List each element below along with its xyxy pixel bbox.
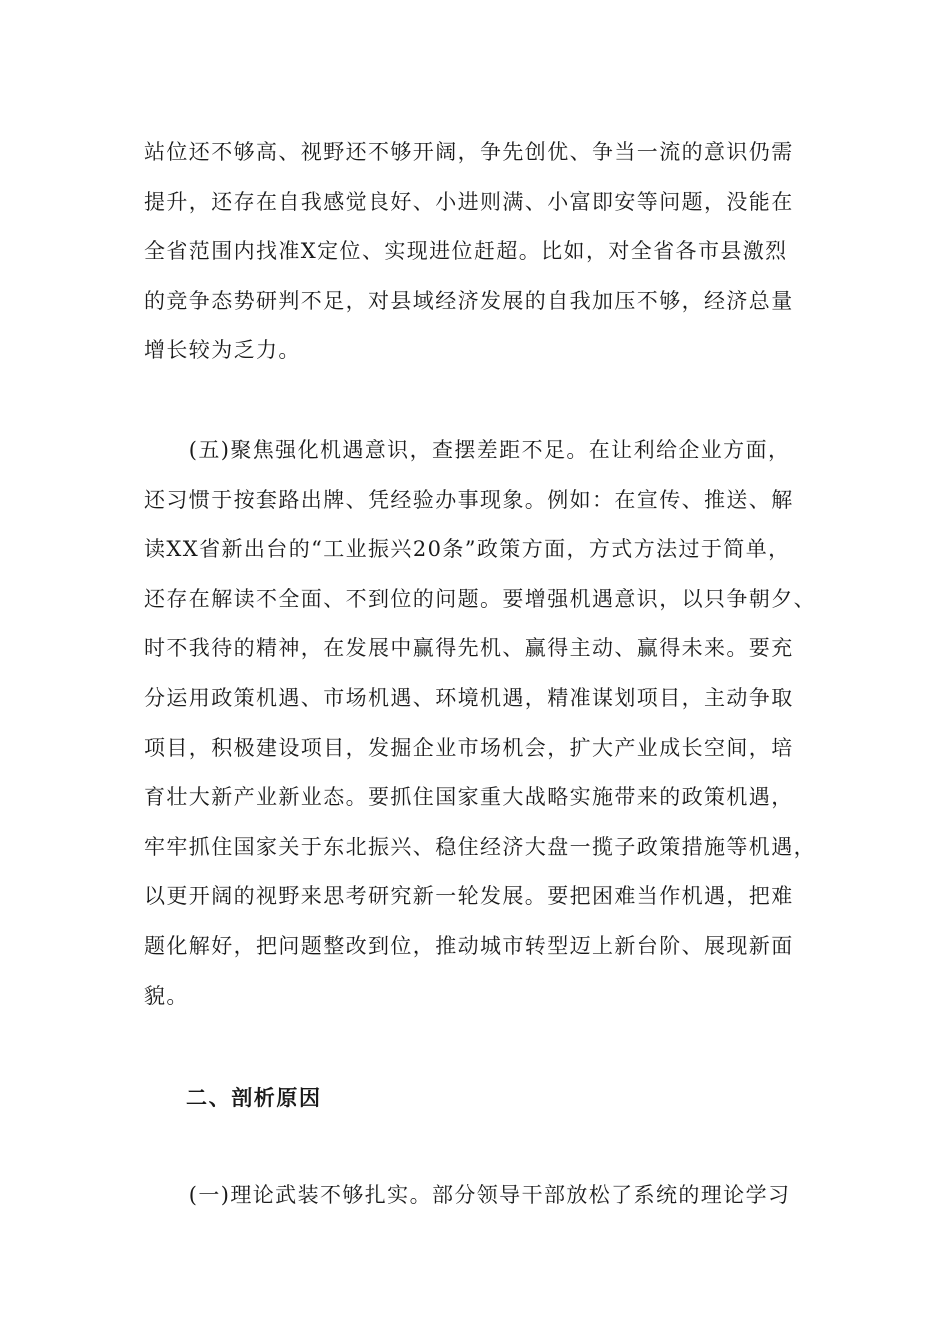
text-line: 貌。 bbox=[144, 983, 189, 1008]
text-line: (一)理论武装不够扎实。部分领导干部放松了系统的理论学习 bbox=[144, 1183, 791, 1207]
text-line: 站位还不够高、视野还不够开阔，争先创优、争当一流的意识仍需 bbox=[144, 140, 794, 164]
text-line: 提升，还存在自我感觉良好、小进则满、小富即安等问题，没能在 bbox=[144, 189, 794, 214]
text-line: 全省范围内找准X定位、实现进位赶超。比如，对全省各市县激烈 bbox=[144, 239, 788, 264]
text-line: 读XX省新出台的“工业振兴20条”政策方面，方式方法过于简单， bbox=[144, 537, 791, 562]
section-heading: 二、剖析原因 bbox=[186, 1085, 322, 1110]
text-line: 增长较为乏力。 bbox=[144, 338, 301, 363]
paragraph-awareness-gap bbox=[144, 128, 814, 376]
text-line: 的竞争态势研判不足，对县域经济发展的自我加压不够，经济总量 bbox=[144, 288, 794, 313]
paragraph-theory bbox=[144, 1171, 814, 1221]
paragraph-opportunity-awareness bbox=[144, 426, 814, 1021]
text-line: 时不我待的精神，在发展中赢得先机、赢得主动、赢得未来。要充 bbox=[144, 636, 794, 661]
text-line: 题化解好，把问题整改到位，推动城市转型迈上新台阶、展现新面 bbox=[144, 933, 794, 958]
text-line: (五)聚焦强化机遇意识，查摆差距不足。在让利给企业方面， bbox=[144, 438, 791, 462]
text-line: 牢牢抓住国家关于东北振兴、稳住经济大盘一揽子政策措施等机遇， bbox=[144, 834, 816, 859]
text-line: 育壮大新产业新业态。要抓住国家重大战略实施带来的政策机遇， bbox=[144, 785, 794, 810]
text-line: 项目，积极建设项目，发掘企业市场机会，扩大产业成长空间，培 bbox=[144, 735, 794, 760]
text-line: 还习惯于按套路出牌、凭经验办事现象。例如：在宣传、推送、解 bbox=[144, 487, 794, 512]
text-line: 分运用政策机遇、市场机遇、环境机遇，精准谋划项目，主动争取 bbox=[144, 685, 794, 710]
text-line: 以更开阔的视野来思考研究新一轮发展。要把困难当作机遇，把难 bbox=[144, 884, 794, 909]
text-line: 还存在解读不全面、不到位的问题。要增强机遇意识，以只争朝夕、 bbox=[144, 586, 816, 611]
